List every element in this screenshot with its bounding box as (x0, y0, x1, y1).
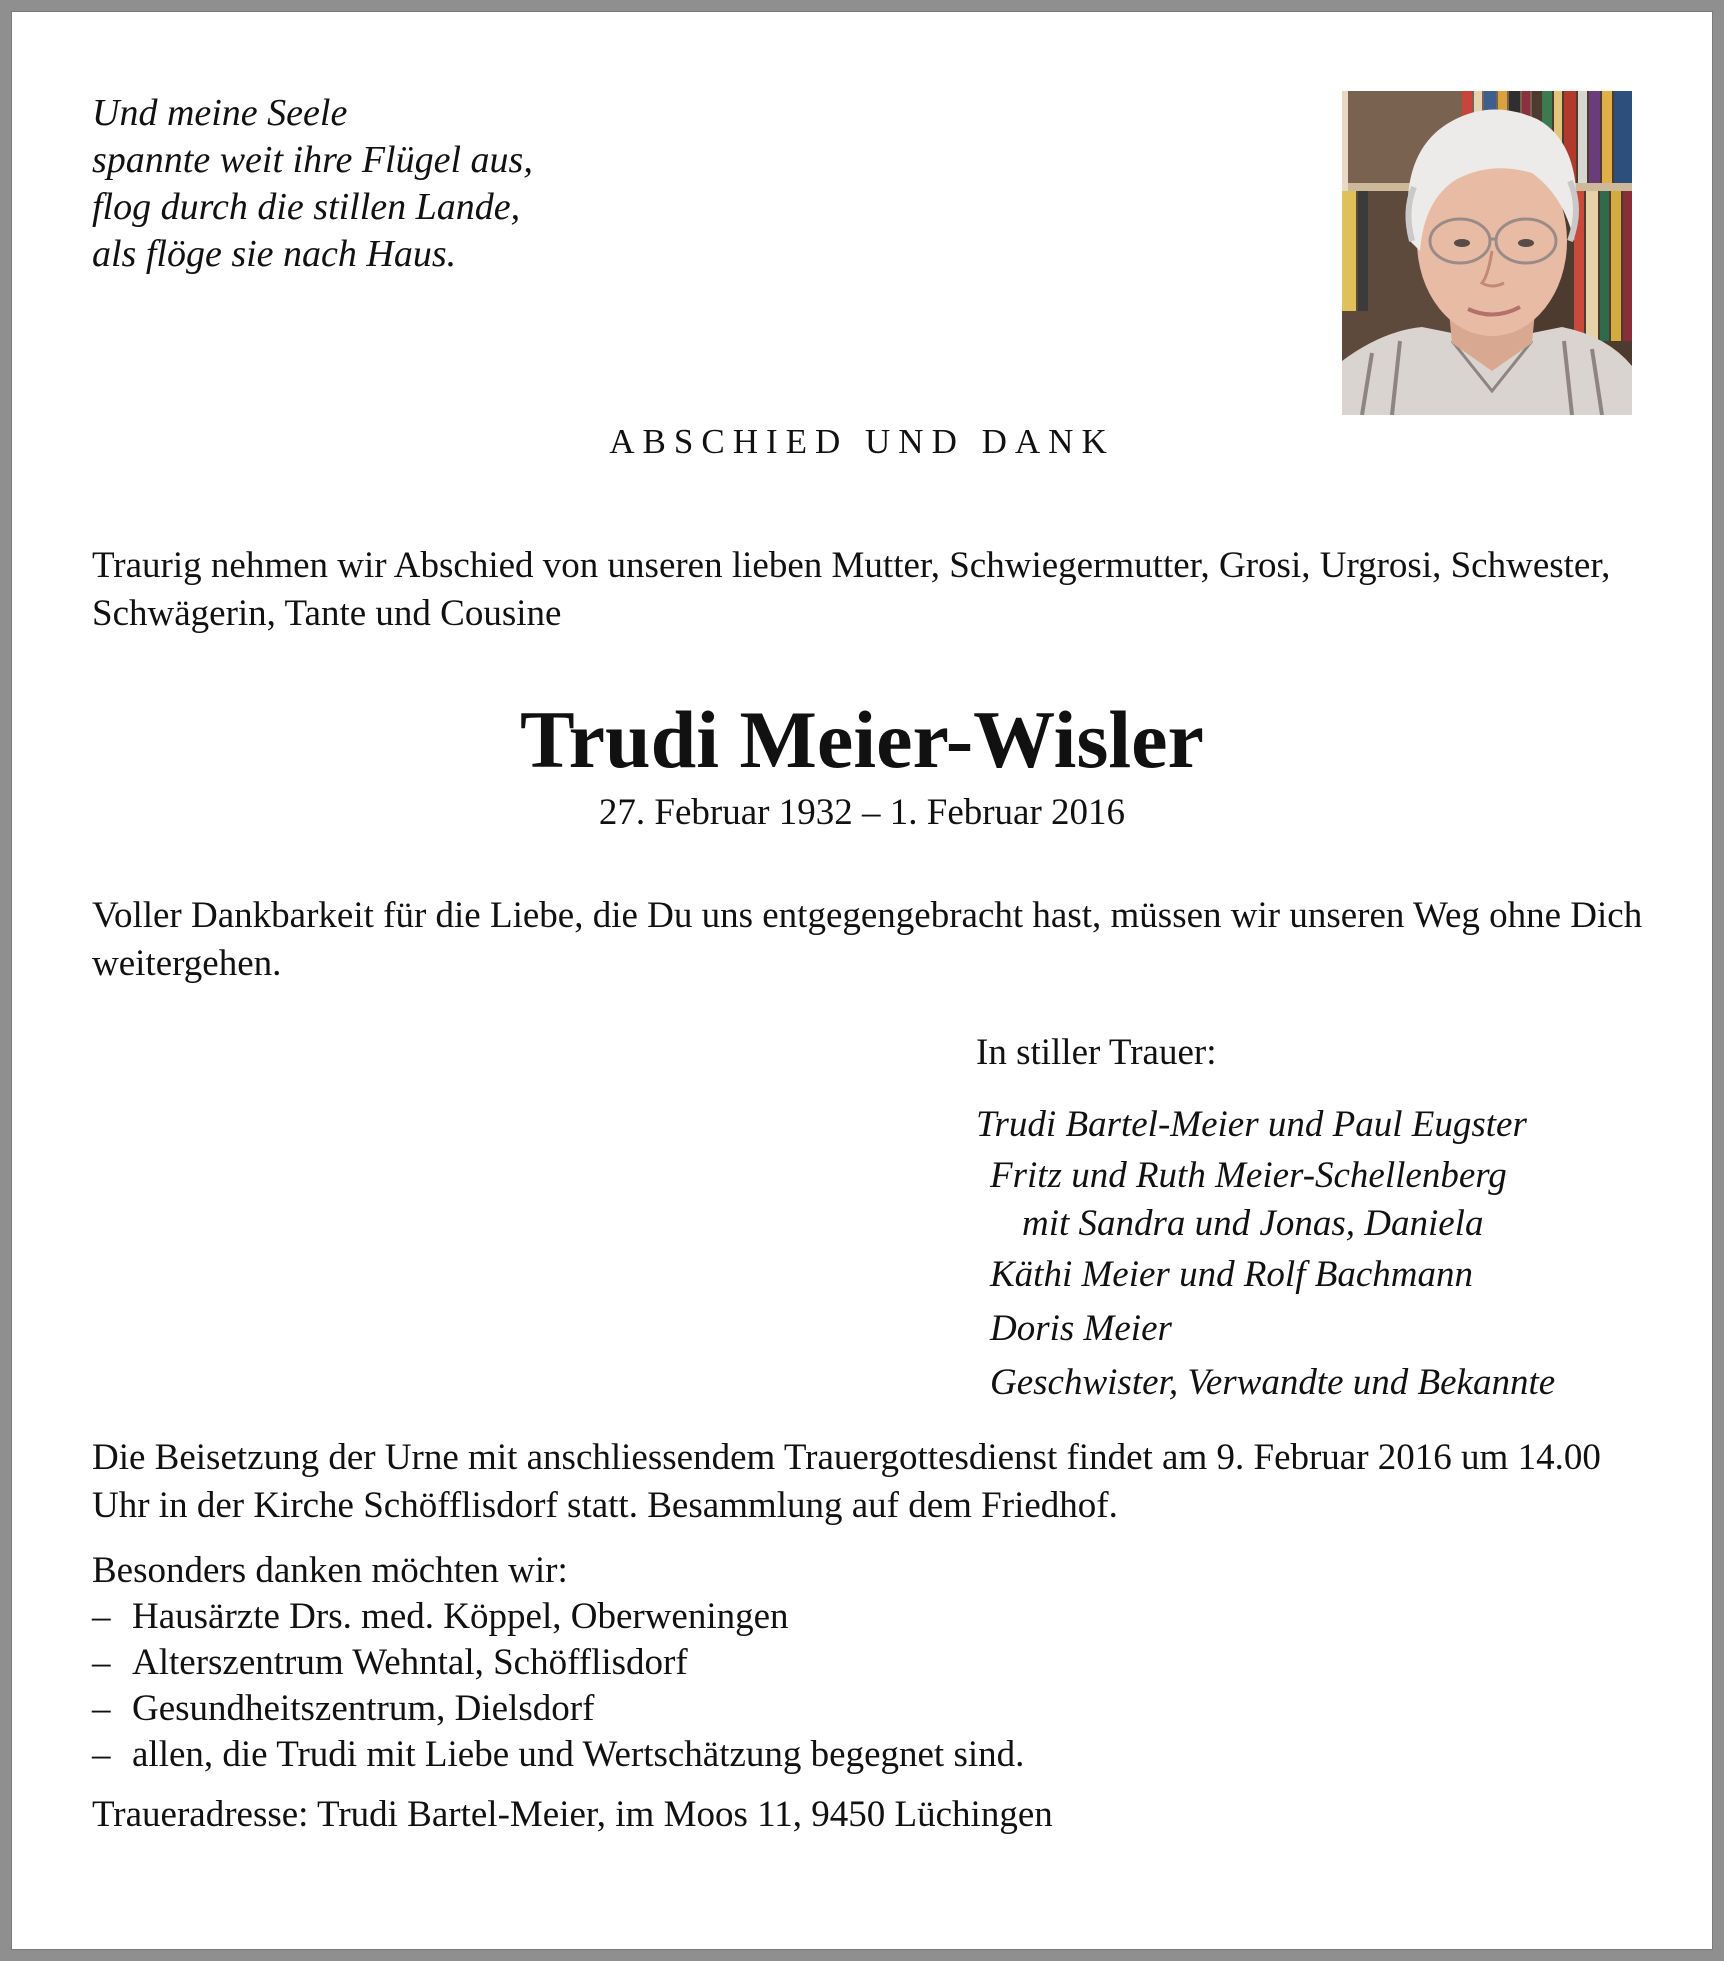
poem-line: flog durch die stillen Lande, (92, 186, 521, 228)
obituary-page (12, 12, 1712, 1949)
mourner-line: Trudi Bartel-Meier und Paul Eugster (976, 1104, 1527, 1145)
list-dash: – (92, 1734, 111, 1775)
mourners-list (976, 1098, 1555, 1410)
thanks-item-text: allen, die Trudi mit Liebe und Wertschätzung begegnet sind. (132, 1734, 1025, 1775)
portrait-photo (1342, 91, 1632, 415)
list-dash: – (92, 1596, 111, 1637)
thanks-item-text: Hausärzte Drs. med. Köppel, Oberweningen (132, 1596, 789, 1637)
special-thanks (92, 1548, 1024, 1778)
heading-farewell-and-thanks: ABSCHIED UND DANK (609, 422, 1115, 461)
thanks-item-text: Gesundheitszentrum, Dielsdorf (132, 1688, 595, 1729)
mourner-line: Doris Meier (990, 1308, 1172, 1349)
thanks-list-item (92, 1594, 1024, 1640)
mourning-label: In stiller Trauer: (976, 1032, 1217, 1073)
mourner-line: Fritz und Ruth Meier-Schellenberg (990, 1155, 1507, 1196)
poem-line: Und meine Seele (92, 92, 348, 134)
mourner-line: mit Sandra und Jonas, Daniela (1022, 1203, 1484, 1244)
mourner-line: Käthi Meier und Rolf Bachmann (990, 1254, 1473, 1295)
funeral-details: Die Beisetzung der Urne mit anschliessendem Trauergottesdienst findet am 9. Februar 2016 um 14.00 Uhr in der Kirche Schöfflisdorf statt. Besammlung auf dem Friedhof. (92, 1437, 1601, 1526)
deceased-name: Trudi Meier-Wisler (520, 694, 1204, 785)
thanks-list-item (92, 1640, 1024, 1686)
poem (92, 90, 533, 278)
life-dates: 27. Februar 1932 – 1. Februar 2016 (598, 792, 1126, 833)
poem-line: spannte weit ihre Flügel aus, (92, 139, 533, 181)
mourner-line: Geschwister, Verwandte und Bekannte (990, 1362, 1556, 1403)
thanks-list-item (92, 1686, 1024, 1732)
list-dash: – (92, 1688, 111, 1729)
intro-text: Traurig nehmen wir Abschied von unseren lieben Mutter, Schwiegermutter, Grosi, Urgrosi, Schwester, Schwägerin, Tante und Cousine (92, 545, 1611, 634)
poem-line: als flöge sie nach Haus. (92, 233, 457, 275)
list-dash: – (92, 1642, 111, 1683)
special-thanks-intro: Besonders danken möchten wir: (92, 1550, 568, 1591)
mourning-address: Traueradresse: Trudi Bartel-Meier, im Moos 11, 9450 Lüchingen (92, 1794, 1053, 1835)
gratitude-text: Voller Dankbarkeit für die Liebe, die Du uns entgegengebracht hast, müssen wir unseren Weg ohne Dich weitergehen. (92, 895, 1643, 984)
thanks-item-text: Alterszentrum Wehntal, Schöfflisdorf (132, 1642, 688, 1683)
thanks-list-item (92, 1732, 1024, 1778)
